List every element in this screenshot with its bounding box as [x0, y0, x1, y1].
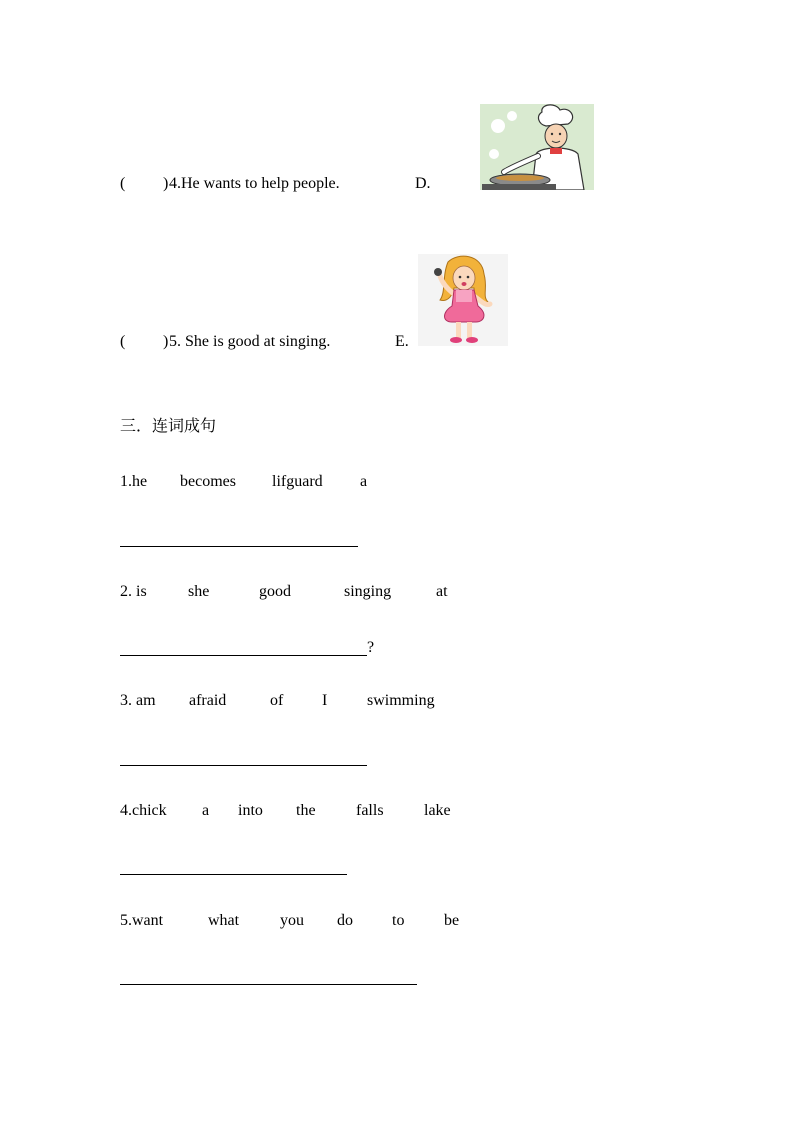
word-token: at [436, 583, 448, 600]
match-item-5 [120, 332, 420, 352]
section-three-heading: 三．连词成句 [120, 416, 217, 435]
word-token: falls [356, 802, 384, 819]
match-item-letter: D. [415, 175, 431, 192]
word-token: a [202, 802, 210, 819]
chef-cooking-image [480, 104, 594, 190]
answer-paren-close: ) [163, 175, 169, 192]
word-token: you [280, 912, 304, 929]
word-token: 2. is [120, 583, 147, 600]
question-5-words [120, 911, 480, 931]
word-token: 4.chick [120, 802, 167, 819]
question-3-words [120, 691, 460, 711]
word-token: becomes [180, 473, 236, 490]
answer-line-2[interactable] [120, 655, 367, 656]
question-1-words [120, 472, 380, 492]
word-token: 5.want [120, 912, 164, 929]
word-token: 1.he [120, 473, 148, 490]
word-token: I [322, 692, 328, 709]
answer-line-1[interactable] [120, 546, 358, 547]
girl-singing-image [418, 254, 508, 346]
word-token: lifguard [272, 473, 323, 490]
word-token: be [444, 912, 460, 929]
word-token: the [296, 802, 316, 819]
match-item-text: 4.He wants to help people. [169, 175, 340, 192]
word-token: lake [424, 802, 451, 819]
answer-paren-open: ( [120, 175, 126, 192]
word-token: swimming [367, 692, 435, 709]
word-token: afraid [189, 692, 227, 709]
word-token: 3. am [120, 692, 156, 709]
word-token: of [270, 692, 284, 709]
word-token: into [238, 802, 263, 819]
word-token: to [392, 912, 405, 929]
word-token: singing [344, 583, 392, 600]
match-item-letter: E. [395, 333, 409, 350]
answer-line-3[interactable] [120, 765, 367, 766]
answer-line-5[interactable] [120, 984, 417, 985]
question-2-words [120, 582, 460, 602]
match-item-text: 5. She is good at singing. [169, 333, 331, 350]
question-mark: ? [367, 639, 375, 656]
word-token: good [259, 583, 291, 600]
word-token: do [337, 912, 353, 929]
match-item-4 [120, 174, 450, 194]
answer-paren-close: ) [163, 333, 169, 350]
question-4-words [120, 801, 470, 821]
answer-paren-open: ( [120, 333, 126, 350]
word-token: what [208, 912, 240, 929]
word-token: she [188, 583, 210, 600]
word-token: a [360, 473, 368, 490]
answer-line-4[interactable] [120, 874, 347, 875]
